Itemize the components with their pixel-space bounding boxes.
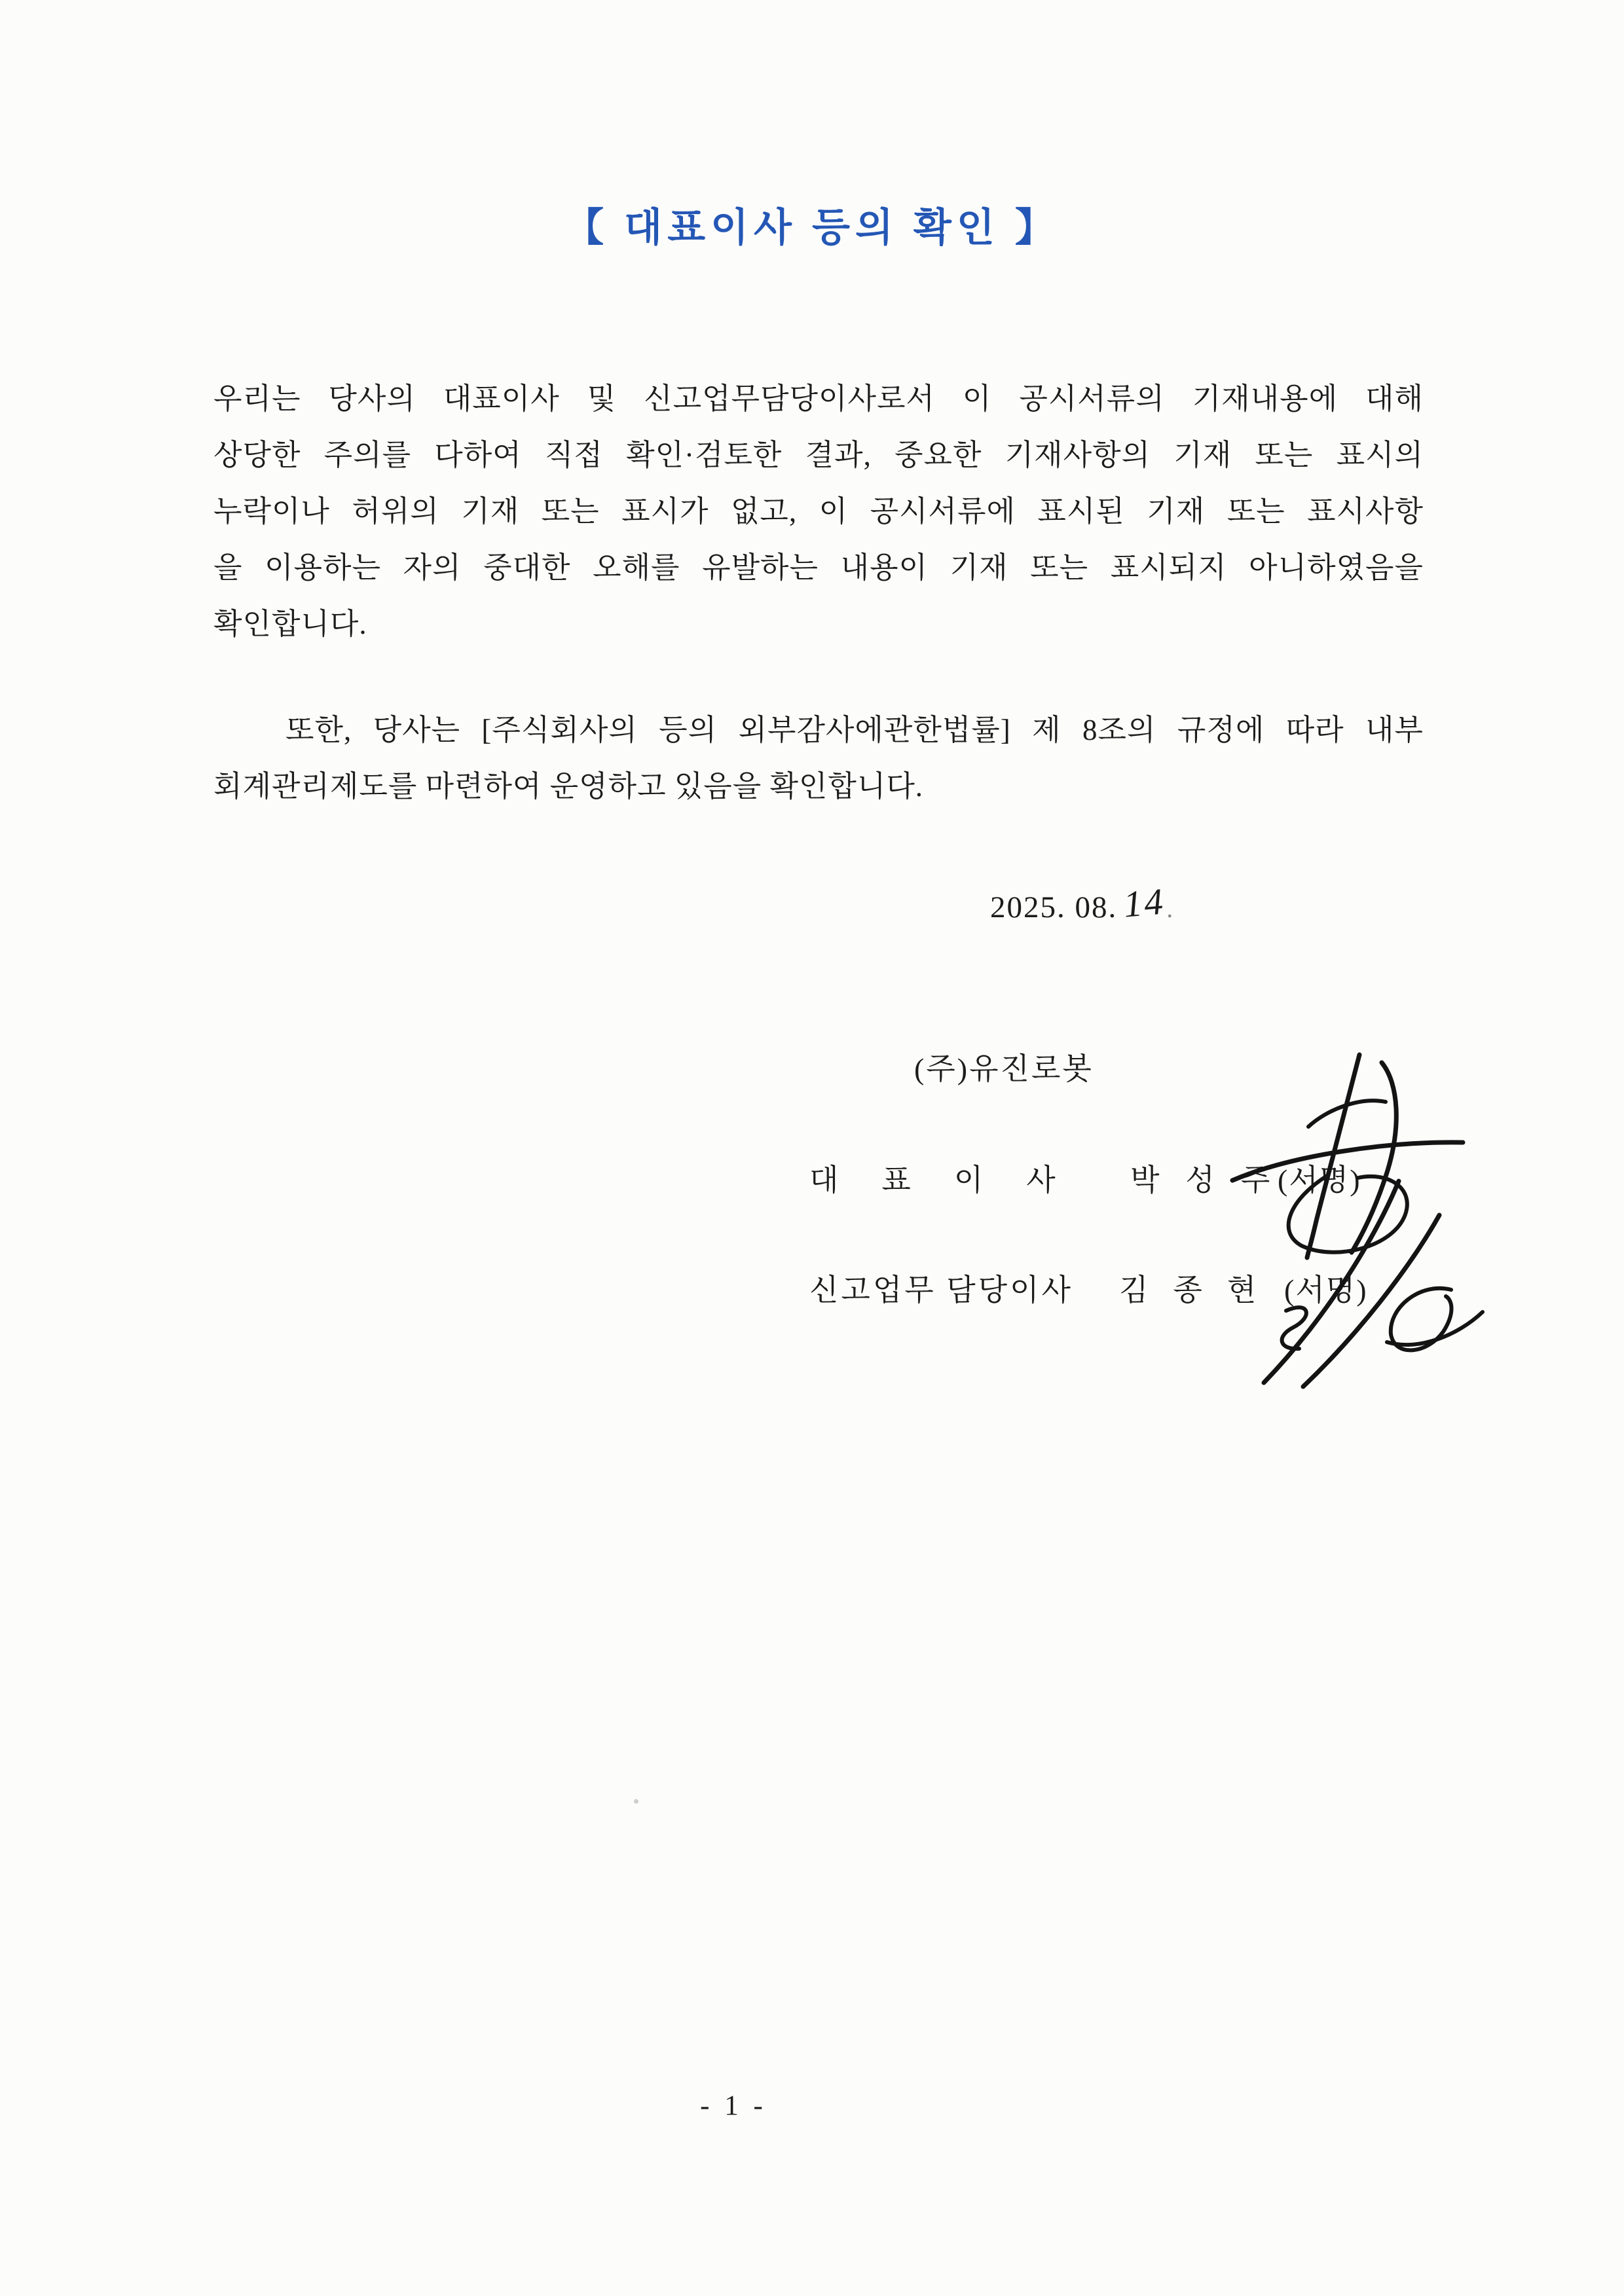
ceo-sign-label: (서명)	[1278, 1163, 1361, 1197]
confirmation-paragraph	[213, 371, 1424, 652]
paragraph-line: 확인합니다.	[213, 608, 367, 640]
page-title: 【 대표이사 등의 확인 】	[564, 206, 1060, 249]
ceo-role-label: 대표이사	[809, 1163, 1099, 1197]
date-printed: 2025. 08.	[990, 890, 1118, 924]
paragraph-line: 상당한 주의를 다하여 직접 확인·검토한 결과, 중요한 기재사항의 기재 또는 표시의	[213, 439, 1424, 471]
internal-accounting-paragraph	[213, 702, 1424, 814]
page-number: - 1 -	[700, 2090, 767, 2121]
paragraph-line: 또한, 당사는 [주식회사의 등의 외부감사에관한법률] 제 8조의 규정에 따라 내부	[286, 714, 1424, 746]
date-period: .	[1166, 894, 1175, 923]
company-name: (주)유진로봇	[914, 1052, 1094, 1085]
paragraph-line: 우리는 당사의 대표이사 및 신고업무담당이사로서 이 공시서류의 기재내용에 대해	[213, 382, 1424, 415]
scan-speck	[634, 1799, 638, 1804]
paragraph-line: 회계관리제도를 마련하여 운영하고 있음을 확인합니다.	[213, 770, 924, 803]
officer-sign-label: (서명)	[1284, 1273, 1368, 1307]
paragraph-line: 을 이용하는 자의 중대한 오해를 유발하는 내용이 기재 또는 표시되지 아니하였음을	[213, 551, 1424, 584]
officer-role-label: 신고업무 담당이사	[809, 1273, 1073, 1307]
paragraph-line: 누락이나 허위의 기재 또는 표시가 없고, 이 공시서류에 표시된 기재 또는 표시사항	[213, 495, 1424, 528]
signing-date	[990, 881, 1175, 926]
officer-sign-row	[809, 1266, 1464, 1309]
date-handwritten-day: 14	[1122, 881, 1167, 926]
officer-name: 김종현	[1119, 1273, 1282, 1307]
ceo-sign-row	[809, 1156, 1464, 1199]
ceo-name: 박성주	[1130, 1163, 1297, 1197]
